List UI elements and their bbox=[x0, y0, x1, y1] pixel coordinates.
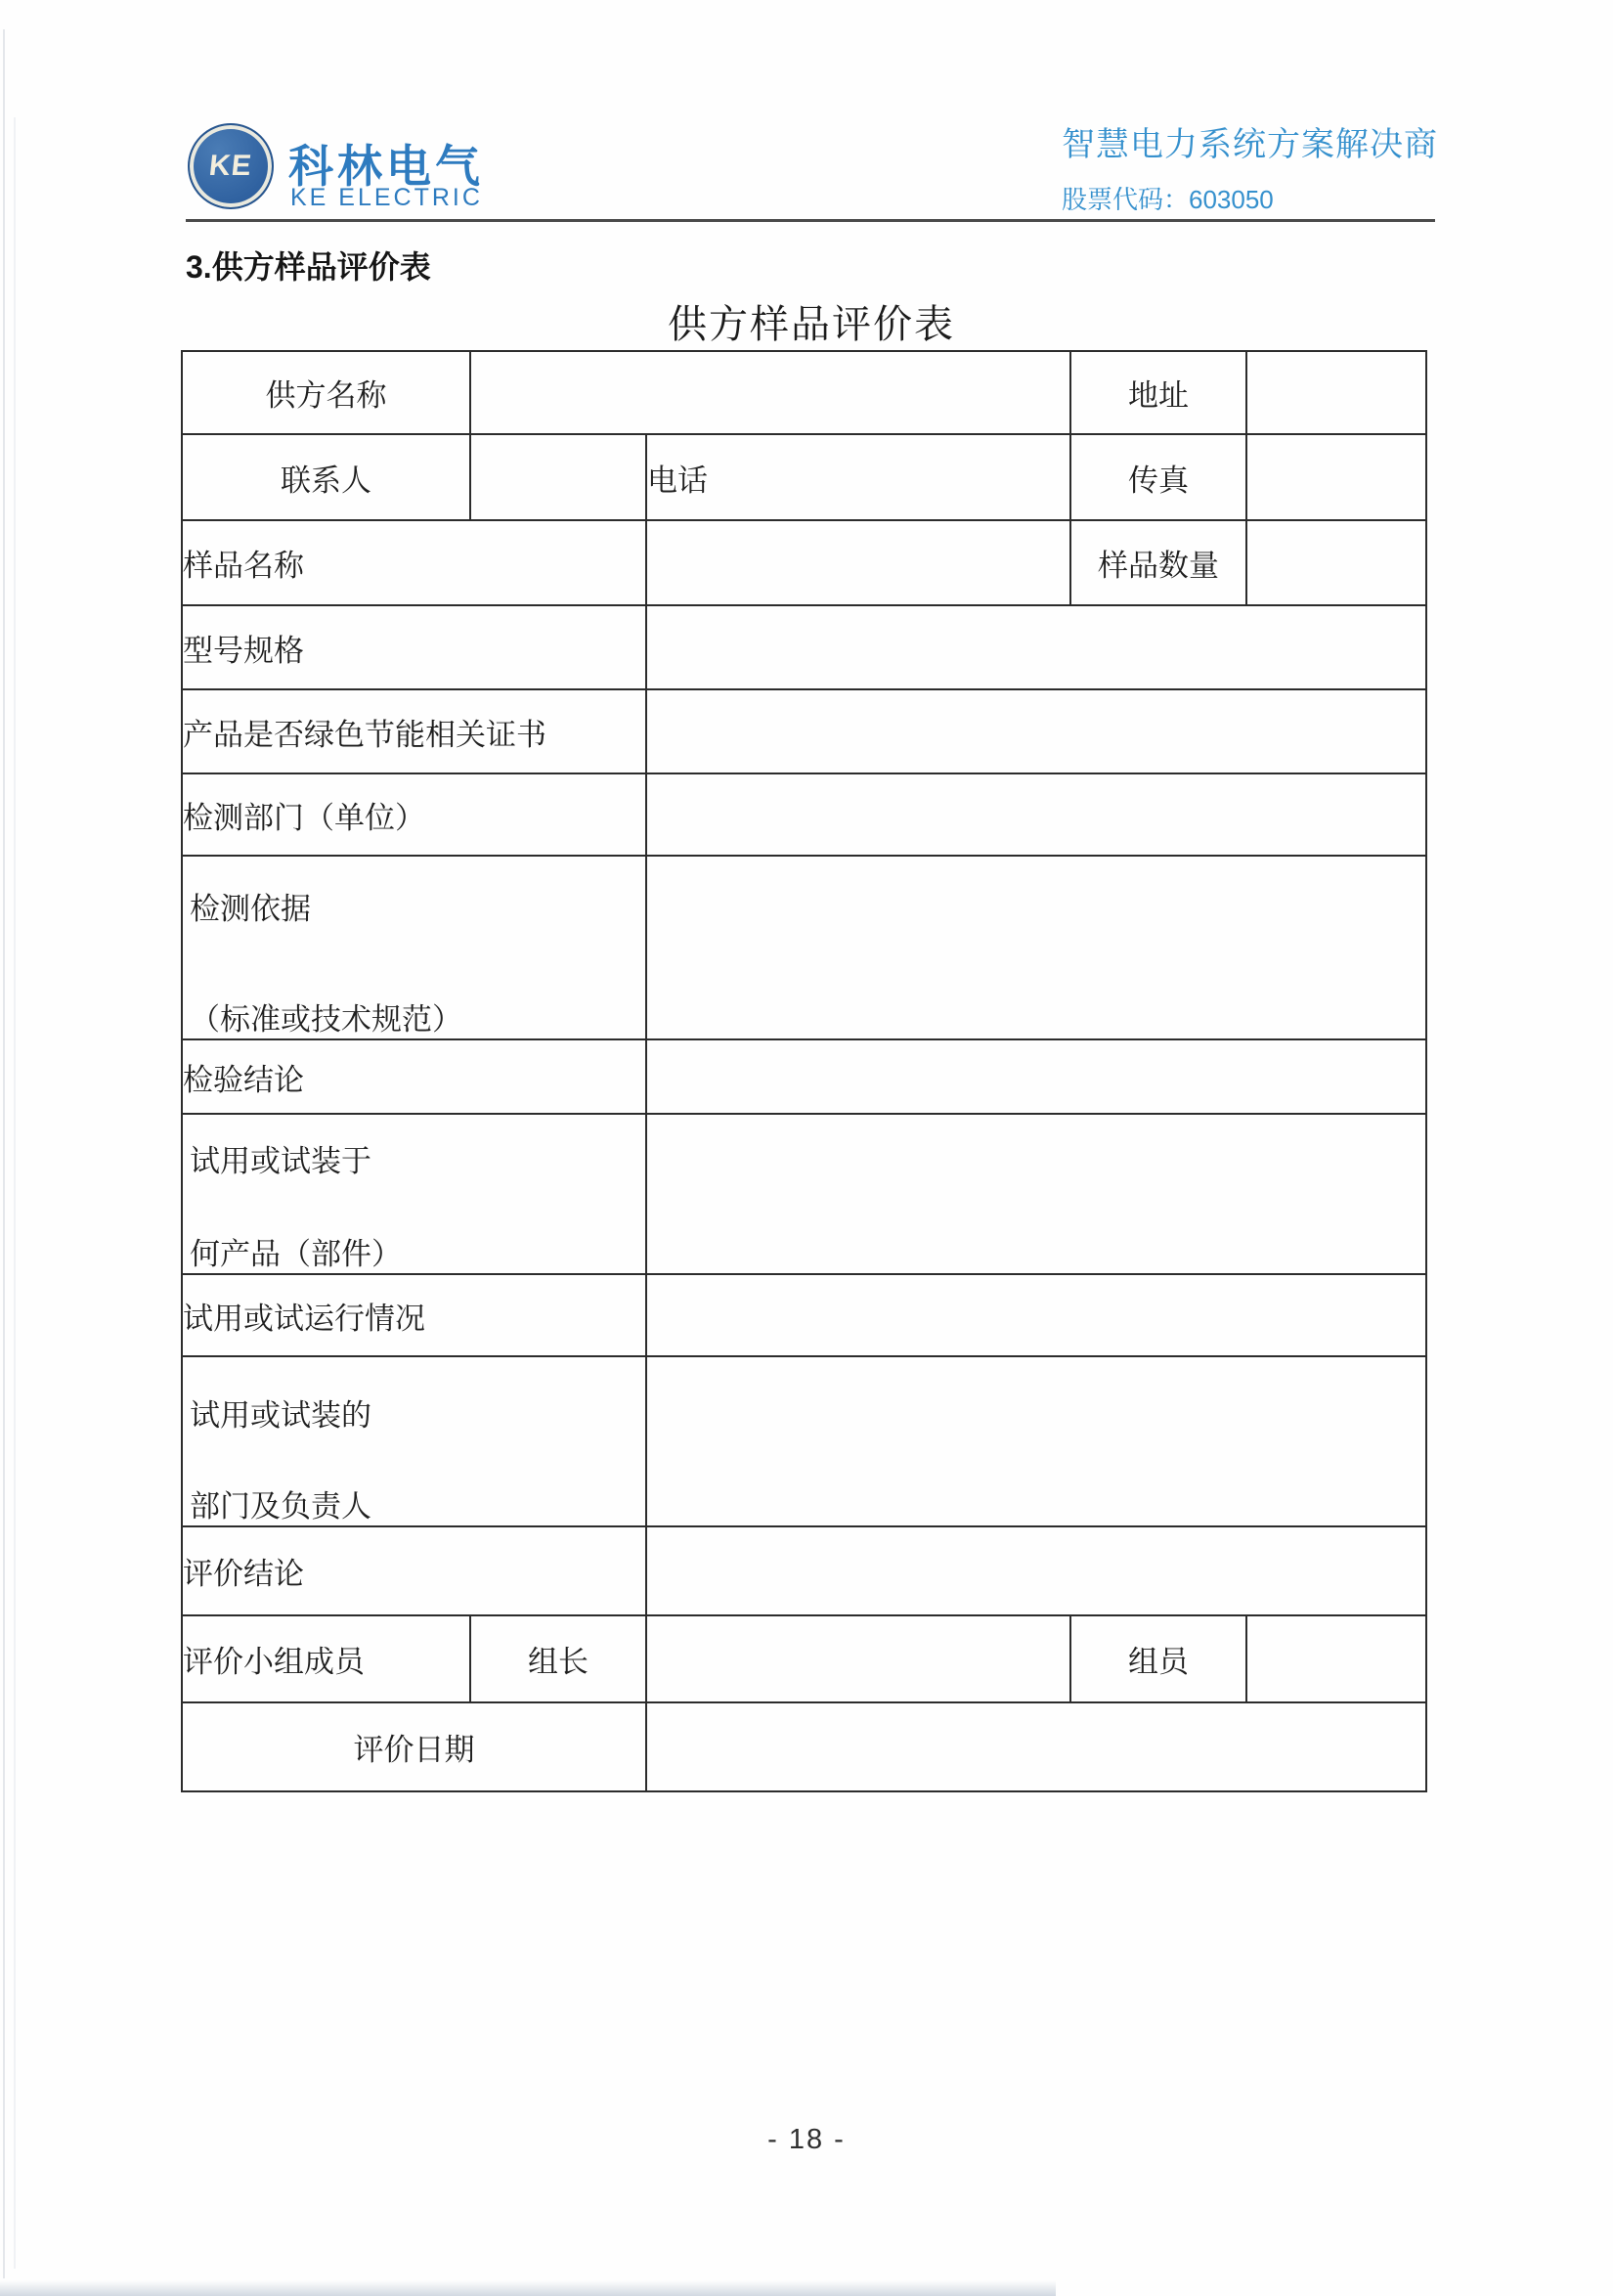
test-basis-value-cell bbox=[646, 856, 1426, 1039]
scan-artifact-line bbox=[14, 117, 16, 2269]
address-label: 地址 bbox=[1070, 351, 1246, 434]
supplier-name-value-cell bbox=[470, 351, 1070, 434]
model-spec-value-cell bbox=[646, 605, 1426, 689]
sample-name-label: 样品名称 bbox=[182, 520, 646, 605]
table-row bbox=[182, 605, 1426, 689]
green-energy-cert-label: 产品是否绿色节能相关证书 bbox=[182, 689, 646, 773]
supplier-name-label: 供方名称 bbox=[182, 351, 470, 434]
evaluation-conclusion-label: 评价结论 bbox=[182, 1526, 646, 1615]
trial-dept-value-cell bbox=[646, 1356, 1426, 1526]
team-member-label: 组员 bbox=[1070, 1615, 1246, 1702]
table-row bbox=[182, 1274, 1426, 1356]
table-row bbox=[182, 1702, 1426, 1791]
evaluation-date-value-cell bbox=[646, 1702, 1426, 1791]
trial-operation-value-cell bbox=[646, 1274, 1426, 1356]
table-row bbox=[182, 1039, 1426, 1114]
fax-value-cell bbox=[1246, 434, 1426, 520]
logo-monogram: KE bbox=[207, 150, 254, 182]
form-title: 供方样品评价表 bbox=[668, 303, 955, 346]
contact-person-value-cell bbox=[470, 434, 646, 520]
team-leader-value-cell bbox=[646, 1615, 1070, 1702]
green-energy-cert-value-cell bbox=[646, 689, 1426, 773]
test-basis-label-line2: （标准或技术规范） bbox=[190, 1002, 462, 1037]
sample-quantity-label: 样品数量 bbox=[1070, 520, 1246, 605]
company-name-en: KE ELECTRIC bbox=[290, 184, 483, 211]
table-row bbox=[182, 856, 1426, 1039]
trial-install-label bbox=[182, 1114, 646, 1274]
evaluation-conclusion-value-cell bbox=[646, 1526, 1426, 1615]
team-leader-label: 组长 bbox=[470, 1615, 646, 1702]
test-department-label: 检测部门（单位） bbox=[182, 773, 646, 856]
test-basis-label bbox=[182, 856, 646, 1039]
evaluation-date-label: 评价日期 bbox=[182, 1702, 646, 1791]
trial-dept-label-line1: 试用或试装的 bbox=[190, 1398, 371, 1433]
inspection-conclusion-value-cell bbox=[646, 1039, 1426, 1114]
sample-name-value-cell bbox=[646, 520, 1070, 605]
table-row bbox=[182, 434, 1426, 520]
address-value-cell bbox=[1246, 351, 1426, 434]
table-row bbox=[182, 1526, 1426, 1615]
table-row bbox=[182, 773, 1426, 856]
test-basis-label-line1: 检测依据 bbox=[190, 892, 311, 926]
scan-artifact-line bbox=[3, 29, 5, 2278]
trial-install-label-line1: 试用或试装于 bbox=[190, 1144, 371, 1178]
stock-code: 股票代码：603050 bbox=[1062, 185, 1274, 214]
sample-quantity-value-cell bbox=[1246, 520, 1426, 605]
test-department-value-cell bbox=[646, 773, 1426, 856]
header-divider bbox=[186, 219, 1435, 222]
trial-install-value-cell bbox=[646, 1114, 1426, 1274]
table-row bbox=[182, 1615, 1426, 1702]
evaluation-form-table bbox=[181, 350, 1427, 1792]
model-spec-label: 型号规格 bbox=[182, 605, 646, 689]
fax-label: 传真 bbox=[1070, 434, 1246, 520]
team-member-value-cell bbox=[1246, 1615, 1426, 1702]
trial-dept-label-line2: 部门及负责人 bbox=[190, 1489, 371, 1523]
company-tagline: 智慧电力系统方案解决商 bbox=[1062, 126, 1438, 163]
page-number: - 18 - bbox=[767, 2124, 846, 2155]
scan-artifact-smudge bbox=[0, 2280, 1056, 2296]
evaluation-team-label: 评价小组成员 bbox=[182, 1615, 470, 1702]
table-row bbox=[182, 1114, 1426, 1274]
table-row bbox=[182, 520, 1426, 605]
table-row bbox=[182, 351, 1426, 434]
contact-person-label: 联系人 bbox=[182, 434, 470, 520]
section-heading: 3.供方样品评价表 bbox=[186, 249, 431, 285]
trial-install-label-line2: 何产品（部件） bbox=[190, 1237, 402, 1271]
phone-label: 电话 bbox=[646, 434, 1070, 520]
trial-operation-label: 试用或试运行情况 bbox=[182, 1274, 646, 1356]
company-logo-icon bbox=[188, 123, 274, 209]
inspection-conclusion-label: 检验结论 bbox=[182, 1039, 646, 1114]
company-name-cn: 科林电气 bbox=[288, 141, 484, 192]
table-row bbox=[182, 1356, 1426, 1526]
table-row bbox=[182, 689, 1426, 773]
trial-dept-label bbox=[182, 1356, 646, 1526]
